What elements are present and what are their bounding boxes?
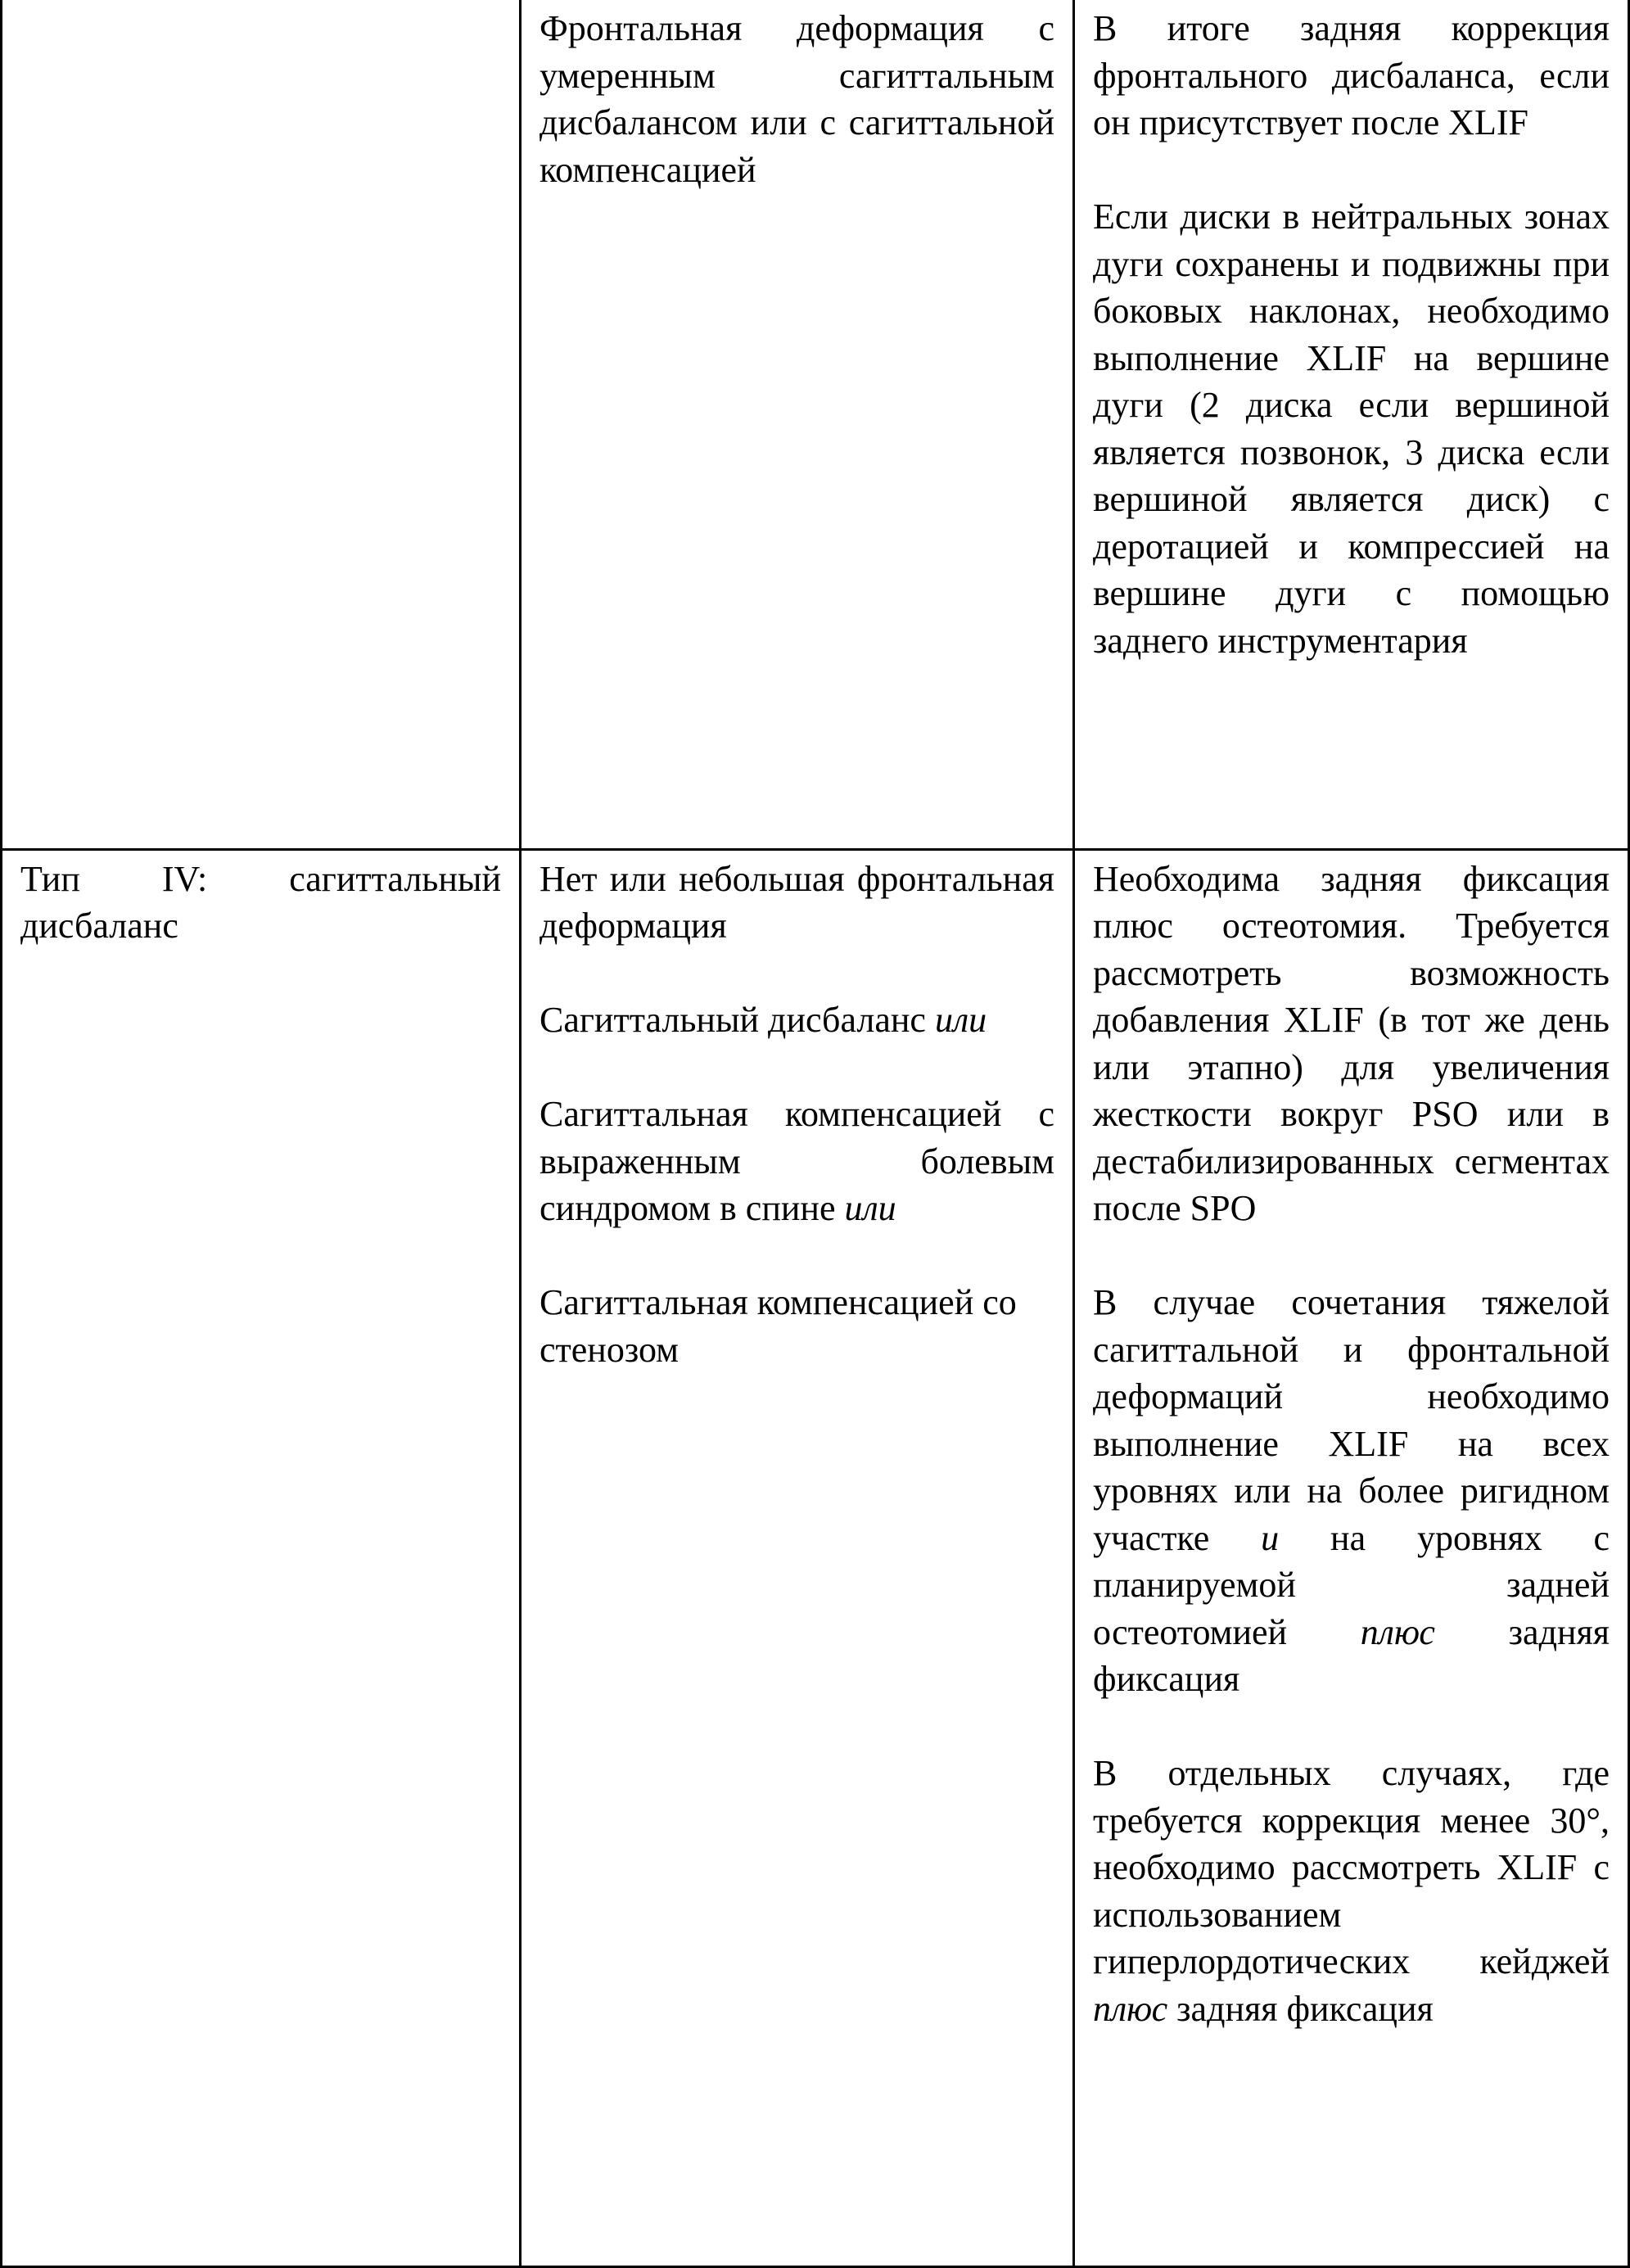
- table-row: [2, 849, 1629, 2267]
- treatment-paragraph: [1093, 1279, 1610, 1703]
- treatment-text: задняя фиксация: [1176, 1988, 1434, 2029]
- characteristics-emphasis: или: [934, 1000, 987, 1040]
- characteristics-cell: [521, 849, 1074, 2267]
- treatment-text: В отдельных случаях, где требуется коррекция менее 30°, необходимо рассмотреть XLIF с использованием гиперлордотических кейджей: [1093, 1753, 1610, 1981]
- characteristics-text: Сагиттальная компенсацией с выраженным болевым синдромом в спине: [540, 1094, 1054, 1228]
- treatment-emphasis: и: [1261, 1517, 1280, 1558]
- characteristics-emphasis: или: [844, 1188, 896, 1228]
- treatment-cell: [1074, 0, 1629, 849]
- treatment-cell: [1074, 849, 1629, 2267]
- table-row: [2, 0, 1629, 849]
- characteristics-cell: [521, 0, 1074, 849]
- characteristics-paragraph: [540, 996, 1054, 1044]
- type-cell: [2, 849, 521, 2267]
- treatment-text: В случае сочетания тяжелой сагиттальной и фронтальной деформаций необходимо выполнение XLIF на всех уровнях или на более ригидном участке: [1093, 1282, 1610, 1558]
- treatment-paragraph: В итоге задняя коррекция фронтального дисбаланса, если он присутствует после XLIF: [1093, 8, 1610, 142]
- characteristics-paragraph: Фронтальная деформация с умеренным сагиттальным дисбалансом или с сагиттальной компенсацией: [540, 8, 1054, 190]
- characteristics-paragraph: Нет или небольшая фронтальная деформация: [540, 858, 1054, 946]
- treatment-emphasis: плюс: [1360, 1611, 1435, 1652]
- type-cell: [2, 0, 521, 849]
- characteristics-text: Сагиттальный дисбаланс: [540, 1000, 926, 1040]
- treatment-paragraph: Если диски в нейтральных зонах дуги сохранены и подвижны при боковых наклонах, необходимо выполнение XLIF на вершине дуги (2 диска если вершиной является позвонок, 3 диска если вершиной является диск) с деротацией и компрессией на вершине дуги с помощью заднего инструментария: [1093, 197, 1610, 661]
- treatment-paragraph: Необходима задняя фиксация плюс остеотомия. Требуется рассмотреть возможность добавления XLIF (в тот же день или этапно) для увеличения жесткости вокруг PSO или в дестабилизированных сегментах после SPO: [1093, 858, 1610, 1228]
- treatment-paragraph: [1093, 1750, 1610, 2032]
- type-label: Тип IV: сагиттальный дисбаланс: [20, 858, 501, 946]
- treatment-text: на уровнях с планируемой задней остеотомией: [1093, 1517, 1610, 1652]
- characteristics-paragraph: Сагиттальная компенсацией со стенозом: [540, 1282, 1017, 1370]
- treatment-emphasis: плюс: [1093, 1988, 1168, 2029]
- treatment-text: задняя фиксация: [1093, 1611, 1610, 1699]
- characteristics-paragraph: [540, 1091, 1054, 1232]
